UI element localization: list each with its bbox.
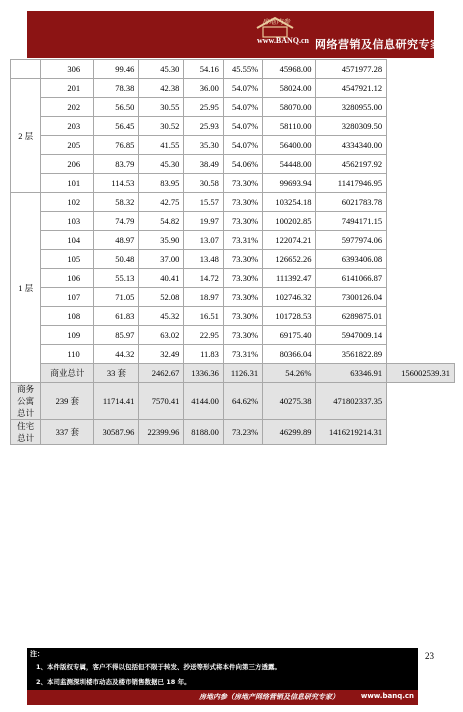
area-cell: 74.79: [94, 212, 139, 231]
floor-cell: 1 层: [11, 193, 41, 383]
area-cell: 71.05: [94, 288, 139, 307]
area-cell: 55.13: [94, 269, 139, 288]
table-row: [11, 60, 455, 79]
area-cell: 45.30: [139, 60, 184, 79]
room-number: 106: [41, 269, 94, 288]
footer-strip-text: 房地内参（房地产网络营销及信息研究专家）: [199, 692, 339, 701]
price-cell: 103254.18: [263, 193, 316, 212]
unit-count: 239 套: [41, 383, 94, 420]
area-cell: 85.97: [94, 326, 139, 345]
area-cell: 41.55: [139, 136, 184, 155]
room-number: 101: [41, 174, 94, 193]
price-cell: 102746.32: [263, 288, 316, 307]
room-number: 306: [41, 60, 94, 79]
unit-count: 33 套: [94, 364, 139, 383]
area-cell: 36.00: [184, 79, 223, 98]
price-cell: 100202.85: [263, 212, 316, 231]
area-cell: 30.55: [139, 98, 184, 117]
total-cell: 5947009.14: [316, 326, 387, 345]
price-cell: 58110.00: [263, 117, 316, 136]
room-number: 203: [41, 117, 94, 136]
total-cell: 4571977.28: [316, 60, 387, 79]
area-cell: 22399.96: [139, 420, 184, 445]
total-cell: 4334340.00: [316, 136, 387, 155]
room-number: 104: [41, 231, 94, 250]
room-number: 201: [41, 79, 94, 98]
area-cell: 52.08: [139, 288, 184, 307]
ratio-cell: 54.07%: [223, 98, 262, 117]
area-cell: 1336.36: [184, 364, 223, 383]
ratio-cell: 73.30%: [223, 250, 262, 269]
room-number: 102: [41, 193, 94, 212]
note-line-2: 2、本司监测深圳楼市动态及楼市销售数据已 18 年。: [36, 678, 191, 686]
area-cell: 8188.00: [184, 420, 223, 445]
summary-row: [11, 364, 455, 383]
ratio-cell: 54.26%: [263, 364, 316, 383]
area-cell: 78.38: [94, 79, 139, 98]
total-cell: 7300126.04: [316, 288, 387, 307]
area-cell: 1126.31: [223, 364, 262, 383]
ratio-cell: 54.07%: [223, 136, 262, 155]
area-cell: 40.41: [139, 269, 184, 288]
total-cell: 3280955.00: [316, 98, 387, 117]
logo-site-name: 房地内参: [262, 18, 290, 26]
area-cell: 30587.96: [94, 420, 139, 445]
price-cell: 56400.00: [263, 136, 316, 155]
note-line-1: 1、本件版权专属，客户不得以包括但不限于转发、抄送等形式将本件向第三方透露。: [36, 663, 282, 671]
area-cell: 42.75: [139, 193, 184, 212]
logo-url: www.BANQ.cn: [257, 36, 310, 45]
total-cell: 3280309.50: [316, 117, 387, 136]
ratio-cell: 73.31%: [223, 345, 262, 364]
room-number: 105: [41, 250, 94, 269]
price-cell: 58070.00: [263, 98, 316, 117]
footer-strip-url: www.banq.cn: [360, 692, 414, 700]
room-number: 202: [41, 98, 94, 117]
price-cell: 101728.53: [263, 307, 316, 326]
ratio-cell: 64.62%: [223, 383, 262, 420]
summary-label: 住宅总计: [11, 420, 41, 445]
area-cell: 16.51: [184, 307, 223, 326]
area-cell: 83.79: [94, 155, 139, 174]
area-cell: 7570.41: [139, 383, 184, 420]
area-cell: 61.83: [94, 307, 139, 326]
table-row: [11, 269, 455, 288]
summary-row: [11, 420, 455, 445]
total-cell: 6141066.87: [316, 269, 387, 288]
area-cell: 83.95: [139, 174, 184, 193]
table-row: [11, 155, 455, 174]
area-cell: 14.72: [184, 269, 223, 288]
ratio-cell: 54.07%: [223, 79, 262, 98]
room-number: 205: [41, 136, 94, 155]
summary-row: [11, 383, 455, 420]
area-cell: 25.93: [184, 117, 223, 136]
note-heading: 注：: [30, 650, 44, 658]
total-cell: 4547921.12: [316, 79, 387, 98]
total-cell: 471802337.35: [316, 383, 387, 420]
table-row: [11, 326, 455, 345]
total-cell: 156002539.31: [387, 364, 455, 383]
area-cell: 11.83: [184, 345, 223, 364]
table-row: [11, 231, 455, 250]
table-row: [11, 136, 455, 155]
ratio-cell: 73.30%: [223, 288, 262, 307]
sales-table: [10, 59, 455, 445]
area-cell: 56.50: [94, 98, 139, 117]
area-cell: 54.82: [139, 212, 184, 231]
area-cell: 114.53: [94, 174, 139, 193]
room-number: 108: [41, 307, 94, 326]
ratio-cell: 73.30%: [223, 269, 262, 288]
area-cell: 35.90: [139, 231, 184, 250]
area-cell: 63.02: [139, 326, 184, 345]
table-row: [11, 345, 455, 364]
table-row: [11, 212, 455, 231]
page-number: 23: [425, 651, 434, 661]
area-cell: 2462.67: [139, 364, 184, 383]
area-cell: 38.49: [184, 155, 223, 174]
table-row: [11, 117, 455, 136]
table-row: [11, 307, 455, 326]
price-cell: 80366.04: [263, 345, 316, 364]
room-number: 206: [41, 155, 94, 174]
price-cell: 45968.00: [263, 60, 316, 79]
area-cell: 56.45: [94, 117, 139, 136]
area-cell: 58.32: [94, 193, 139, 212]
footer-notes: [27, 648, 418, 705]
summary-label: 商业总计: [41, 364, 94, 383]
total-cell: 6393406.08: [316, 250, 387, 269]
area-cell: 45.30: [139, 155, 184, 174]
table-row: [11, 98, 455, 117]
ratio-cell: 73.30%: [223, 212, 262, 231]
table-row: [11, 79, 455, 98]
logo-title: 网络营销及信息研究专家: [315, 38, 442, 51]
total-cell: 1416219214.31: [316, 420, 387, 445]
area-cell: 25.95: [184, 98, 223, 117]
ratio-cell: 54.07%: [223, 117, 262, 136]
footer-strip: [27, 690, 418, 705]
area-cell: 35.30: [184, 136, 223, 155]
price-cell: 46299.89: [263, 420, 316, 445]
area-cell: 4144.00: [184, 383, 223, 420]
ratio-cell: 73.23%: [223, 420, 262, 445]
area-cell: 15.57: [184, 193, 223, 212]
ratio-cell: 73.30%: [223, 307, 262, 326]
unit-count: 337 套: [41, 420, 94, 445]
area-cell: 42.38: [139, 79, 184, 98]
ratio-cell: 73.30%: [223, 174, 262, 193]
area-cell: 99.46: [94, 60, 139, 79]
area-cell: 11714.41: [94, 383, 139, 420]
price-cell: 54448.00: [263, 155, 316, 174]
area-cell: 19.97: [184, 212, 223, 231]
total-cell: 6289875.01: [316, 307, 387, 326]
price-cell: 63346.91: [316, 364, 387, 383]
room-number: 110: [41, 345, 94, 364]
table-row: [11, 193, 455, 212]
area-cell: 32.49: [139, 345, 184, 364]
ratio-cell: 73.30%: [223, 326, 262, 345]
area-cell: 76.85: [94, 136, 139, 155]
price-cell: 122074.21: [263, 231, 316, 250]
room-number: 103: [41, 212, 94, 231]
floor-cell: [11, 60, 41, 79]
price-cell: 126652.26: [263, 250, 316, 269]
summary-label: 商务公寓总计: [11, 383, 41, 420]
price-cell: 99693.94: [263, 174, 316, 193]
ratio-cell: 73.31%: [223, 231, 262, 250]
price-cell: 58024.00: [263, 79, 316, 98]
total-cell: 6021783.78: [316, 193, 387, 212]
area-cell: 18.97: [184, 288, 223, 307]
table-row: [11, 250, 455, 269]
area-cell: 22.95: [184, 326, 223, 345]
area-cell: 45.32: [139, 307, 184, 326]
ratio-cell: 73.30%: [223, 193, 262, 212]
area-cell: 30.52: [139, 117, 184, 136]
area-cell: 13.48: [184, 250, 223, 269]
area-cell: 30.58: [184, 174, 223, 193]
area-cell: 13.07: [184, 231, 223, 250]
room-number: 109: [41, 326, 94, 345]
table-row: [11, 174, 455, 193]
total-cell: 7494171.15: [316, 212, 387, 231]
floor-cell: 2 层: [11, 79, 41, 193]
area-cell: 37.00: [139, 250, 184, 269]
price-cell: 69175.40: [263, 326, 316, 345]
ratio-cell: 54.06%: [223, 155, 262, 174]
price-cell: 111392.47: [263, 269, 316, 288]
price-cell: 40275.38: [263, 383, 316, 420]
area-cell: 48.97: [94, 231, 139, 250]
area-cell: 54.16: [184, 60, 223, 79]
table-row: [11, 288, 455, 307]
total-cell: 4562197.92: [316, 155, 387, 174]
ratio-cell: 45.55%: [223, 60, 262, 79]
area-cell: 44.32: [94, 345, 139, 364]
area-cell: 50.48: [94, 250, 139, 269]
total-cell: 11417946.95: [316, 174, 387, 193]
room-number: 107: [41, 288, 94, 307]
total-cell: 5977974.06: [316, 231, 387, 250]
total-cell: 3561822.89: [316, 345, 387, 364]
